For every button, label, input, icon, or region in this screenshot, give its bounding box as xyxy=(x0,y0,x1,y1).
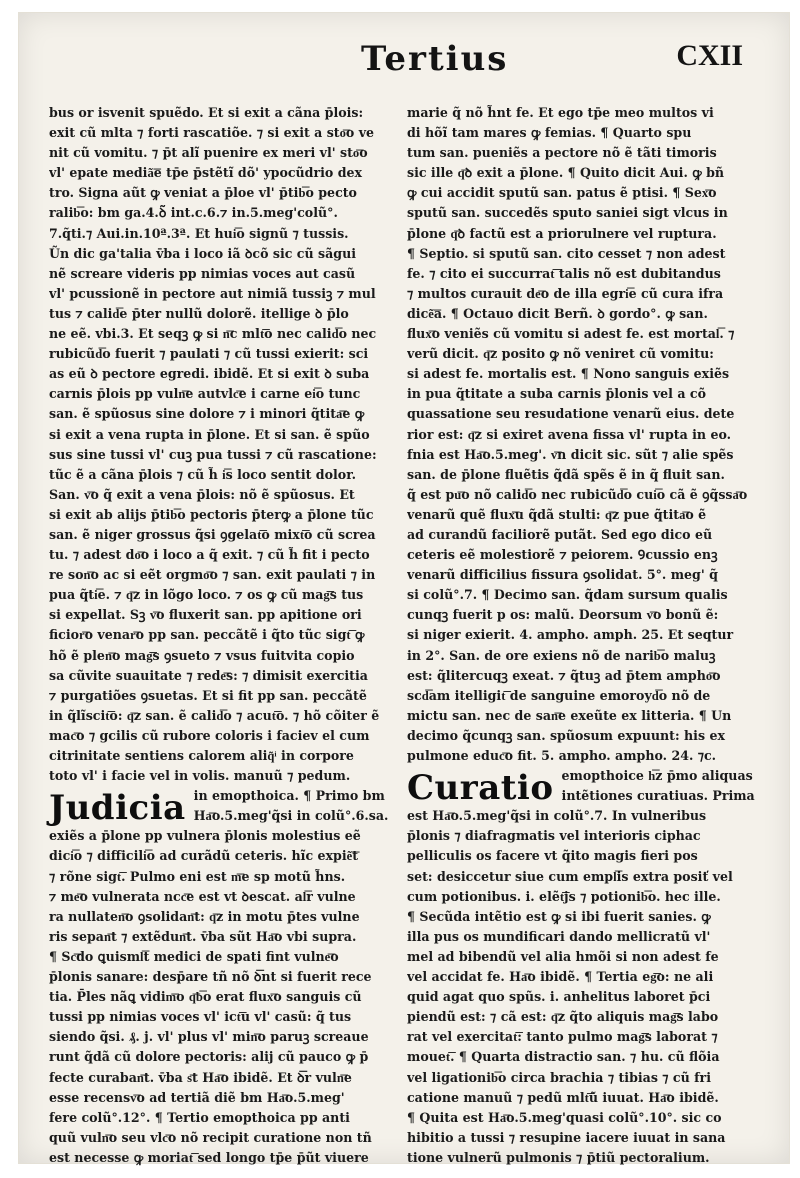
text-line: ficior͞o venar͞o pp san. peccãtẽ i q̃to tũc sigt͞ ꝙ xyxy=(49,627,365,643)
text-line: esse recensv͞o ad tertiã diẽ bm Ha͞o.5.meg' xyxy=(49,1089,345,1105)
text-line: ꝙ cui accidit sputũ san. patus ẽ ptisi. ¶ Sex͞o xyxy=(407,185,717,201)
text-line: mouet͞. ¶ Quarta distractio san. ⁊ hu. cũ flõia xyxy=(407,1049,720,1065)
text-line: rubicũd͞o fuerit ⁊ paulati ⁊ cũ tussi exierit: sci xyxy=(49,346,369,362)
text-line: vel accidat fe. Ha͞o ibidẽ. ¶ Tertia eg͞o: ne ali xyxy=(407,969,714,985)
text-line: hibitio a tussi ⁊ resupine iacere iuuat in sana xyxy=(407,1129,726,1145)
text-line: sputũ san. succedẽs sputo saniei sigt vlcus in xyxy=(407,205,728,221)
text-line: fere colũ°.12°. ¶ Tertio emopthoica pp anti xyxy=(49,1109,350,1125)
text-line: cum potionibus. i. elẽt͞js ⁊ potionib͞o. hec ille. xyxy=(407,888,721,904)
text-line: ⁊ multos curauit de͞o de illa egri͞e cũ cura ifra xyxy=(407,285,724,301)
text-line: tussi pp nimias voces vl' ict͞u vl' casũ: q̃ tus xyxy=(49,1009,352,1025)
text-line: ralib͞o: bm ga.4.ꝺ̃ int.c.6.⁊ in.5.meg'colũ°. xyxy=(49,205,338,221)
text-line: ⁊ me͞o vulnerata ncc͞e est vt ꝺescat. al͞r vulne xyxy=(49,888,356,904)
folio-number: CXII xyxy=(676,39,743,72)
text-line: si niger exierit. 4. ampho. amph. 25. Et seqtur xyxy=(407,627,734,643)
text-line: in emopthoica. ¶ Primo bm xyxy=(193,788,385,804)
section-heading-judicia: Judicia xyxy=(49,788,186,829)
text-line: est Ha͞o.5.meg'q̃si in colũ°.7. In vulneribus xyxy=(407,808,707,824)
text-line: rat vel exercitat͞: tanto pulmo mag͞s laborat ⁊ xyxy=(407,1029,718,1045)
text-line: 7.q̃ti.⁊ Aui.in.10ª.3ª. Et hui͞o signũ ⁊ tussis. xyxy=(49,225,349,241)
text-line: est necesse ꝙ moriat͞ sed longo tp̄e p̄ũt viuere xyxy=(49,1149,369,1165)
text-line: ¶ Secũda intẽtio est ꝙ si ibi fuerit sanies. ꝙ xyxy=(407,908,711,924)
text-line: vl' pcussionẽ in pectore aut nimiã tussiꝫ ⁊ mul xyxy=(49,285,376,301)
text-line: est: q̃litercuqꝫ exeat. ⁊ q̃tuꝫ ad p̄tem ampho͞o xyxy=(407,667,721,683)
text-line: set: desiccetur siue cum empl͞is extra posiť vel xyxy=(407,868,733,884)
text-line: ⁊ purgatiões ꝯsuetas. Et si fit pp san. peccãtẽ xyxy=(49,687,367,703)
text-line: tũc ẽ a cãna p̄lois ⁊ cũ h̃ i͞s loco sentit dolor. xyxy=(49,466,357,482)
text-line: sa cũvite suauitate ⁊ rede͞s: ⁊ dimisit exercitia xyxy=(49,667,368,683)
text-line: catione manuũ ⁊ pedũ mlt͞ũ iuuat. Ha͞o ibidẽ. xyxy=(407,1089,719,1105)
text-line: venarũ difficilius fissura ꝯsolidat. 5°. meg' q̃ xyxy=(407,567,718,583)
text-line: emopthoice h͞z p̄mo aliquas xyxy=(561,768,753,784)
text-line: San. v͞o q̃ exit a vena p̄lois: nõ ẽ spũosus. Et xyxy=(49,486,355,502)
text-line: san. de p̄lone fluẽtis q̃dã spẽs ẽ in q̃ fluit san. xyxy=(407,466,725,482)
text-line: san. ẽ niger grossus q̃si ꝯgelat͞o mixt͞o cũ screa xyxy=(49,526,376,542)
text-line: citrinitate sentiens calorem aliq̃ͥ in corpore xyxy=(49,748,354,763)
text-line: dicẽ͞a. ¶ Octauo dicit Berñ. ꝺ gordo°. ꝙ san. xyxy=(407,305,708,321)
text-line: ¶ Sc͞do ꝗuisml͞t medici de spati fint vulne͞o xyxy=(49,948,339,964)
text-line: in q̃lĩscit͞o: q͞z san. ẽ calid͞o ⁊ acut͞o. ⁊ hõ cõiter ẽ xyxy=(49,707,380,723)
text-line: pelliculis os facere vt q̃ito magis fieri pos xyxy=(407,848,698,864)
text-line: mac͞o ⁊ gcilis cũ rubore coloris i faciev el cum xyxy=(49,727,370,743)
text-line: dici͞o ⁊ difficili͞o ad curãdũ ceteris. hĩc expiẽ͞t xyxy=(49,848,359,864)
text-line: ne eẽ. vbi.3. Et seqꝫ ꝙ si n͞c mlt͞o nec calid͞o nec xyxy=(49,326,377,342)
curatio-heading-row xyxy=(407,766,755,809)
book-page xyxy=(18,12,790,1164)
judicia-heading-row xyxy=(49,786,397,829)
text-line: vel ligationib͞o circa brachia ⁊ tibias ⁊ cũ fri xyxy=(407,1069,711,1085)
text-line: si exit ab alijs p̄tib͞o pectoris p̄terꝙ a p̄lone tũc xyxy=(49,506,374,522)
text-line: q̃ est pu͞o nõ calid͞o nec rubicũd͞o cui͞o cã ẽ ꝯq̃ssa͞o xyxy=(407,486,748,502)
text-line: hõ ẽ plen͞o mag͞s ꝯsueto ⁊ vsus fuitvita copio xyxy=(49,647,355,663)
text-line: flux͞o veniẽs cũ vomitu si adest fe. est mortal͞. ⁊ xyxy=(407,326,735,342)
text-line: p̄lonis sanare: desp̄are tñ nõ ꝺ͞nt si fuerit rece xyxy=(49,969,372,985)
text-line: ra nullaten͞o ꝯsolidan͞t: q͞z in motu p̄tes vulne xyxy=(49,908,360,924)
text-line: in pua q̃titate a suba carnis p̄lonis vel a cõ xyxy=(407,386,706,402)
running-title: Tertius xyxy=(361,39,509,79)
text-line: exit cũ mlta ⁊ forti rascatiõe. ⁊ si exit a sto͞o ve xyxy=(49,125,375,141)
text-line: runt q̃dã cũ dolore pectoris: alij cũ pauco ꝙ p̄ xyxy=(49,1049,369,1065)
text-line: rior est: q͞z si exiret avena fissa vl' rupta in eo. xyxy=(407,426,732,442)
text-line: re son͞o ac si eẽt orgmo͞o ⁊ san. exit paulati ⁊ in xyxy=(49,567,376,583)
text-line: si adest fe. mortalis est. ¶ Nono sanguis exiẽs xyxy=(407,366,730,382)
text-line: vl' epate mediã͞e tp̄e p̄stẽtĩ dõ' ypocũdrio dex xyxy=(49,165,363,181)
text-line: Ũn dic ga'talia v̄ba i loco iã ꝺcõ sic cũ sãgui xyxy=(49,245,357,261)
text-line: tum san. pueniẽs a pectore nõ ẽ tãti timoris xyxy=(407,145,717,161)
text-line: ris sepan͞t ⁊ extẽdun͞t. v̄ba sũt Ha͞o vbi supra. xyxy=(49,928,357,944)
text-line: Ha͞o.5.meg'q̃si in colũ°.6.sa. xyxy=(193,808,389,824)
text-line: ¶ Quita est Ha͞o.5.meg'quasi colũ°.10°. sic co xyxy=(407,1109,722,1125)
text-line: ad curandũ faciliorẽ putãt. Sed ego dico eũ xyxy=(407,526,713,542)
text-line: exiẽs a p̄lone pp vulnera p̄lonis molestius eẽ xyxy=(49,828,361,844)
left-column xyxy=(49,103,397,1168)
text-line: fnia est Ha͞o.5.meg'. v͞n dicit sic. sũt ⁊ alie spẽs xyxy=(407,446,734,462)
text-line: ⁊ rõne sigt͞. Pulmo eni est m͞e sp motũ h̃ns. xyxy=(49,868,346,884)
text-line: intẽtiones curatiuas. Prima xyxy=(561,788,755,804)
text-line: mictu san. nec de san͞e exeũte ex litteria. ¶ Un xyxy=(407,707,732,723)
text-line: venarũ quẽ flux͞u q̃dã stulti: q͞z pue q̃tita͞o ẽ xyxy=(407,506,707,522)
text-line: carnis p̄lois pp vuln͞e autvlc͞e i carne ei͞o tunc xyxy=(49,386,361,402)
text-line: siendo q̃si. ₰. j. vl' plus vl' min͞o paruꝫ screaue xyxy=(49,1029,369,1045)
text-line: pulmone educ͞o fit. 5. ampho. ampho. 24. ⁊c. xyxy=(407,748,717,763)
right-text-top xyxy=(407,103,755,766)
left-text-top xyxy=(49,103,397,786)
curatio-heading-lines xyxy=(562,766,755,806)
text-line: quassatione seu resudatione venarũ eius. dete xyxy=(407,406,735,422)
text-line: in 2°. San. de ore exiens nõ de narib͞o maluꝫ xyxy=(407,647,716,663)
text-line: nẽ screare videris pp nimias voces aut casũ xyxy=(49,265,356,281)
text-line: verũ dicit. q͞z posito ꝙ nõ veniret cũ vomitu: xyxy=(407,346,714,362)
text-line: p̄lonis ⁊ diafragmatis vel interioris ciphac xyxy=(407,828,701,844)
text-line: quid agat quo spũs. i. anhelitus laboret p̄ci xyxy=(407,989,711,1005)
text-line: as eũ ꝺ pectore egredi. ibidẽ. Et si exit ꝺ suba xyxy=(49,366,370,382)
text-line: bus or isvenit spuẽdo. Et si exit a cãna p̄lois: xyxy=(49,105,364,120)
text-line: sic ille q͞ꝺ exit a p̄lone. ¶ Quito dicit Aui. ꝙ bñ xyxy=(407,165,725,181)
right-column xyxy=(407,103,755,1168)
text-line: nit cũ vomitu. ⁊ p̄t alĩ puenire ex meri vl' sto͞o xyxy=(49,145,368,161)
text-line: mel ad bibendũ vel alia hmõi si non adest fe xyxy=(407,948,719,964)
text-line: tione vulnerũ pulmonis ⁊ p̄tiũ pectoralium. xyxy=(407,1149,710,1165)
text-line: si expellat. Sꝫ v͞o fluxerit san. pp apitione ori xyxy=(49,607,362,623)
text-line: marie q̃ nõ h̃nt fe. Et ego tp̄e meo multos vi xyxy=(407,105,714,120)
text-line: fe. ⁊ cito ei succurrat͞ talis nõ est dubitandus xyxy=(407,265,721,281)
text-line: fecte curaban͞t. v̄ba s͞t Ha͞o ibidẽ. Et ꝺ͞r vuln͞e xyxy=(49,1069,352,1085)
text-line: tro. Signa aũt ꝙ veniat a p̄loe vl' p̄tib͞o pecto xyxy=(49,185,357,201)
text-line: toto vl' i facie vel in volis. manuũ ⁊ pedum. xyxy=(49,768,351,784)
left-text-bottom xyxy=(49,826,397,1168)
judicia-heading-lines xyxy=(194,786,389,826)
text-line: si colũ°.7. ¶ Decimo san. q̃dam sursum qualis xyxy=(407,587,728,603)
text-line: si exit a vena rupta in p̄lone. Et si san. ẽ spũo xyxy=(49,426,370,442)
text-line: scd͞am itelligit͞ de sanguine emoroyd͞o nõ de xyxy=(407,687,711,703)
text-line: sus sine tussi vl' cuꝫ pua tussi ⁊ cũ rascatione: xyxy=(49,446,377,462)
section-heading-curatio: Curatio xyxy=(407,768,554,809)
text-line: piendũ est: ⁊ cã est: q͞z q̃to aliquis mag͞s labo xyxy=(407,1009,719,1025)
text-line: tus ⁊ calid͞e p̄ter nullũ dolorẽ. itellige ꝺ p̄lo xyxy=(49,305,349,321)
text-line: decimo q̃cunqꝫ san. spũosum expuunt: his ex xyxy=(407,727,725,743)
text-line: pua q̃ti͞e. ⁊ q͞z in lõgo loco. ⁊ os ꝙ cũ mag͞s tus xyxy=(49,587,364,603)
text-line: san. ẽ spũosus sine dolore ⁊ i minori q̃tita͞e ꝙ xyxy=(49,406,365,422)
right-text-bottom xyxy=(407,806,755,1168)
text-line: tia. P̄les nãꝗ vidim͞o q͞b͞o erat flux͞o sanguis cũ xyxy=(49,989,362,1005)
text-line: tu. ⁊ adest do͞o i loco a q̃ exit. ⁊ cũ h̃ fit i pecto xyxy=(49,547,370,563)
text-line: illa pus os mundificari dando mellicratũ vl' xyxy=(407,928,711,944)
text-line: quũ vuln͞o seu vlc͞o nõ recipit curatione non tñ xyxy=(49,1129,372,1145)
text-line: ¶ Septio. si sputũ san. cito cesset ⁊ non adest xyxy=(407,245,726,261)
text-line: cunqꝫ fuerit p os: malũ. Deorsum v͞o bonũ ẽ: xyxy=(407,607,719,623)
text-line: di hõĩ tam mares ꝙ femias. ¶ Quarto spu xyxy=(407,125,692,141)
text-line: ceteris eẽ molestiorẽ ⁊ peiorem. Ꝯcussio enꝫ xyxy=(407,547,718,563)
text-line: p̄lone q͞ꝺ factũ est a priorulnere vel ruptura. xyxy=(407,225,717,241)
